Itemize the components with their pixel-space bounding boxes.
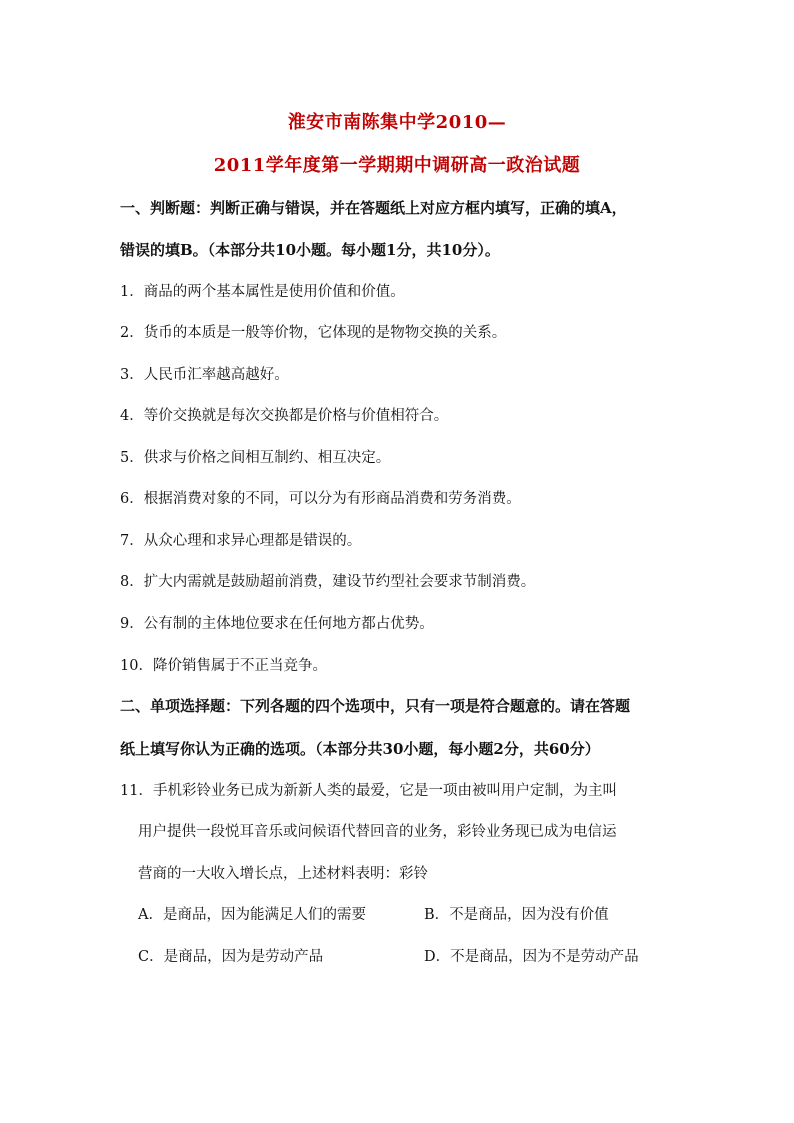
- question-11-option-a: A．是商品，因为能满足人们的需要: [138, 907, 366, 923]
- judgement-item-8: 8．扩大内需就是鼓励超前消费，建设节约型社会要求节制消费。: [120, 574, 536, 590]
- question-11-stem-line1: 11．手机彩铃业务已成为新新人类的最爱，它是一项由被叫用户定制，为主叫: [120, 783, 617, 799]
- question-11-option-d: D．不是商品，因为不是劳动产品: [424, 949, 639, 965]
- judgement-item-2: 2．货币的本质是一般等价物，它体现的是物物交换的关系。: [120, 325, 507, 341]
- question-11-stem-line2: 用户提供一段悦耳音乐或问候语代替回音的业务，彩铃业务现已成为电信运: [138, 824, 617, 840]
- question-11-option-b: B．不是商品，因为没有价值: [424, 907, 609, 923]
- judgement-item-5: 5．供求与价格之间相互制约、相互决定。: [120, 450, 391, 466]
- judgement-item-6: 6．根据消费对象的不同，可以分为有形商品消费和劳务消费。: [120, 491, 521, 507]
- section1-heading-line1: 一、判断题：判断正确与错误，并在答题纸上对应方框内填写，正确的填A，: [120, 199, 627, 217]
- section1-heading-line2: 错误的填B。（本部分共10小题。每小题1分，共10分）。: [120, 241, 500, 259]
- judgement-item-7: 7．从众心理和求异心理都是错误的。: [120, 533, 362, 549]
- section2-heading-line1: 二、单项选择题：下列各题的四个选项中，只有一项是符合题意的。请在答题: [120, 697, 631, 715]
- judgement-item-9: 9．公有制的主体地位要求在任何地方都占优势。: [120, 616, 434, 632]
- judgement-item-4: 4．等价交换就是每次交换都是价格与价值相符合。: [120, 408, 449, 424]
- judgement-item-10: 10．降价销售属于不正当竞争。: [120, 658, 327, 674]
- question-11-stem-line3: 营商的一大收入增长点，上述材料表明：彩铃: [138, 866, 428, 882]
- question-11-option-c: C．是商品，因为是劳动产品: [138, 949, 324, 965]
- judgement-item-3: 3．人民币汇率越高越好。: [120, 367, 289, 383]
- judgement-item-1: 1．商品的两个基本属性是使用价值和价值。: [120, 284, 405, 300]
- exam-title-line1: 淮安市南陈集中学2010—: [287, 112, 507, 133]
- section2-heading-line2: 纸上填写你认为正确的选项。（本部分共30小题，每小题2分，共60分）: [120, 740, 600, 758]
- exam-title-line2: 2011学年度第一学期期中调研高一政治试题: [213, 155, 581, 176]
